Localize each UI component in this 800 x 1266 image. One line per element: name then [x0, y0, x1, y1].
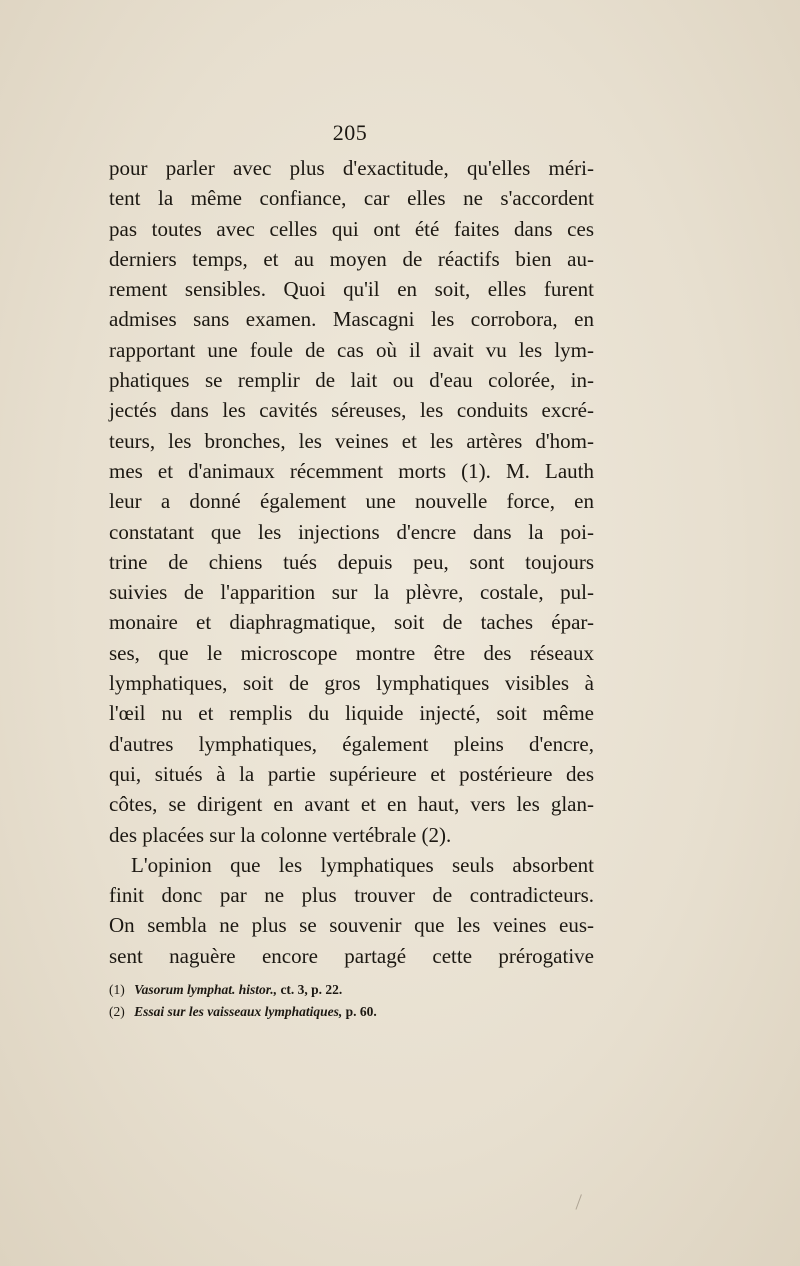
- text-line: L'opinion que les lymphatiques seuls absorbent: [131, 852, 594, 877]
- footnote: [109, 1001, 509, 1023]
- text-line: pour parler avec plus d'exactitude, qu'elles méri-: [109, 156, 594, 180]
- text-line: sent naguère encore partagé cette prérogative: [109, 943, 594, 968]
- text-line: phatiques se remplir de lait ou d'eau colorée, in-: [109, 368, 594, 393]
- pencil-mark: [575, 1194, 587, 1211]
- text-line: trine de chiens tués depuis peu, sont toujours: [109, 549, 594, 574]
- text-line: leur a donné également une nouvelle force, en: [109, 489, 594, 514]
- footnote-number: (2): [109, 1004, 125, 1019]
- footnote-title: Essai sur les vaisseaux lymphatiques,: [134, 1004, 343, 1019]
- text-line: mes et d'animaux récemment morts (1). M. Lauth: [109, 458, 594, 483]
- text-line: qui, situés à la partie supérieure et postérieure des: [109, 761, 594, 786]
- text-line: l'œil nu et remplis du liquide injecté, soit même: [109, 701, 594, 726]
- text-line: ses, que le microscope montre être des réseaux: [109, 640, 594, 665]
- text-line: monaire et diaphragmatique, soit de taches épar-: [109, 610, 594, 635]
- footnote-reference: ct. 3, p. 22.: [280, 982, 343, 997]
- text-line: On sembla ne plus se souvenir que les veines eus-: [109, 913, 594, 938]
- text-line: côtes, se dirigent en avant et en haut, vers les glan-: [109, 792, 594, 817]
- text-line: constatant que les injections d'encre dans la poi-: [109, 519, 594, 544]
- footnote-title: Vasorum lymphat. histor.,: [134, 982, 278, 997]
- text-line: finit donc par ne plus trouver de contradicteurs.: [109, 883, 594, 908]
- footnote-reference: p. 60.: [345, 1004, 377, 1019]
- text-line: lymphatiques, soit de gros lymphatiques visibles à: [109, 671, 594, 696]
- text-line: jectés dans les cavités séreuses, les conduits excré-: [109, 398, 594, 423]
- text-line: pas toutes avec celles qui ont été faites dans ces: [109, 216, 594, 241]
- text-line: rement sensibles. Quoi qu'il en soit, elles furent: [109, 277, 594, 302]
- footnotes: [109, 979, 509, 1023]
- footnote-number: (1): [109, 982, 125, 997]
- text-line: des placées sur la colonne vertébrale (2).: [109, 822, 452, 847]
- text-line: suivies de l'apparition sur la plèvre, costale, pul-: [109, 580, 594, 605]
- text-line: rapportant une foule de cas où il avait vu les lym-: [109, 337, 594, 362]
- body-text: [109, 153, 594, 971]
- text-line: teurs, les bronches, les veines et les artères d'hom-: [109, 428, 594, 453]
- text-line: d'autres lymphatiques, également pleins d'encre,: [109, 731, 594, 756]
- page-number: 205: [332, 120, 368, 145]
- text-line: derniers temps, et au moyen de réactifs bien au-: [109, 246, 594, 271]
- text-line: tent la même confiance, car elles ne s'accordent: [109, 186, 594, 211]
- footnote: [109, 979, 509, 1001]
- text-line: admises sans examen. Mascagni les corrobora, en: [109, 307, 594, 332]
